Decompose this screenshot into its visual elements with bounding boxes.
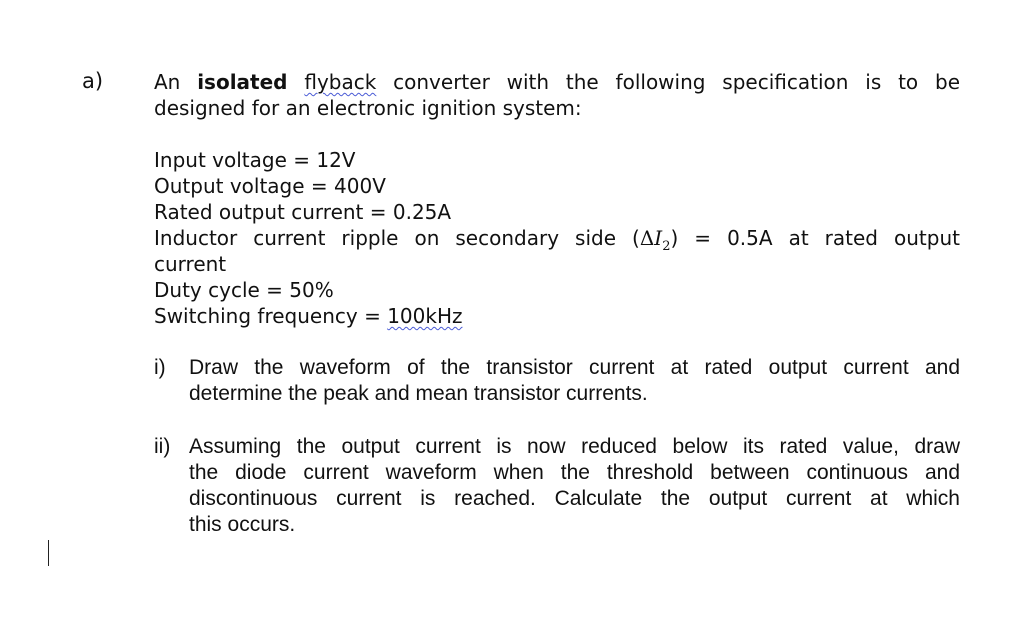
spec-switching-frequency: [154, 303, 960, 329]
sub-question-ii-line-3: discontinuous current is reached. Calculate the output current at which: [189, 487, 960, 510]
sub-question-ii: [154, 434, 960, 538]
intro-text-start: An: [154, 70, 198, 94]
specification-list: [154, 147, 960, 329]
intro-space: [288, 70, 305, 94]
spec-output-voltage: Output voltage = 400V: [154, 174, 386, 198]
sub-question-ii-line-2: the diode current waveform when the threshold between continuous and: [189, 461, 960, 484]
switching-value: 100kHz: [387, 304, 463, 328]
sub-question-i-number: i): [154, 356, 166, 379]
spec-rated-current: Rated output current = 0.25A: [154, 200, 452, 224]
sub-question-i-line-1: Draw the waveform of the transistor current at rated output current and: [189, 356, 960, 379]
switching-prefix: Switching frequency =: [154, 304, 388, 328]
spec-ripple-continued: current: [154, 252, 227, 276]
question-label: a): [82, 69, 104, 93]
sub-question-i-line-2: determine the peak and mean transistor currents.: [189, 382, 648, 405]
spec-ripple: [154, 225, 960, 254]
text-cursor: [48, 540, 49, 566]
intro-line-1: [154, 69, 960, 95]
spec-input-voltage: Input voltage = 12V: [154, 148, 356, 172]
ripple-delta: Δ: [639, 226, 655, 250]
sub-question-i: [154, 355, 960, 407]
intro-bold-isolated: isolated: [197, 70, 288, 94]
sub-question-i-text: [189, 355, 960, 407]
intro-text-end: converter with the following specification is to be: [376, 70, 961, 94]
ripple-subscript: 2: [662, 239, 671, 254]
sub-question-ii-text: [189, 434, 960, 538]
sub-question-ii-line-4: this occurs.: [189, 513, 296, 536]
ripple-variable: I: [654, 226, 663, 250]
sub-question-ii-number: ii): [154, 435, 171, 458]
question-intro: [154, 69, 960, 121]
intro-line-2: designed for an electronic ignition system:: [154, 96, 582, 120]
intro-flyback-word: flyback: [304, 70, 377, 94]
ripple-suffix: ) = 0.5A at rated output: [670, 226, 960, 250]
spec-duty-cycle: Duty cycle = 50%: [154, 278, 334, 302]
sub-question-ii-line-1: Assuming the output current is now reduced below its rated value, draw: [189, 435, 960, 458]
ripple-prefix: Inductor current ripple on secondary side (: [154, 226, 640, 250]
